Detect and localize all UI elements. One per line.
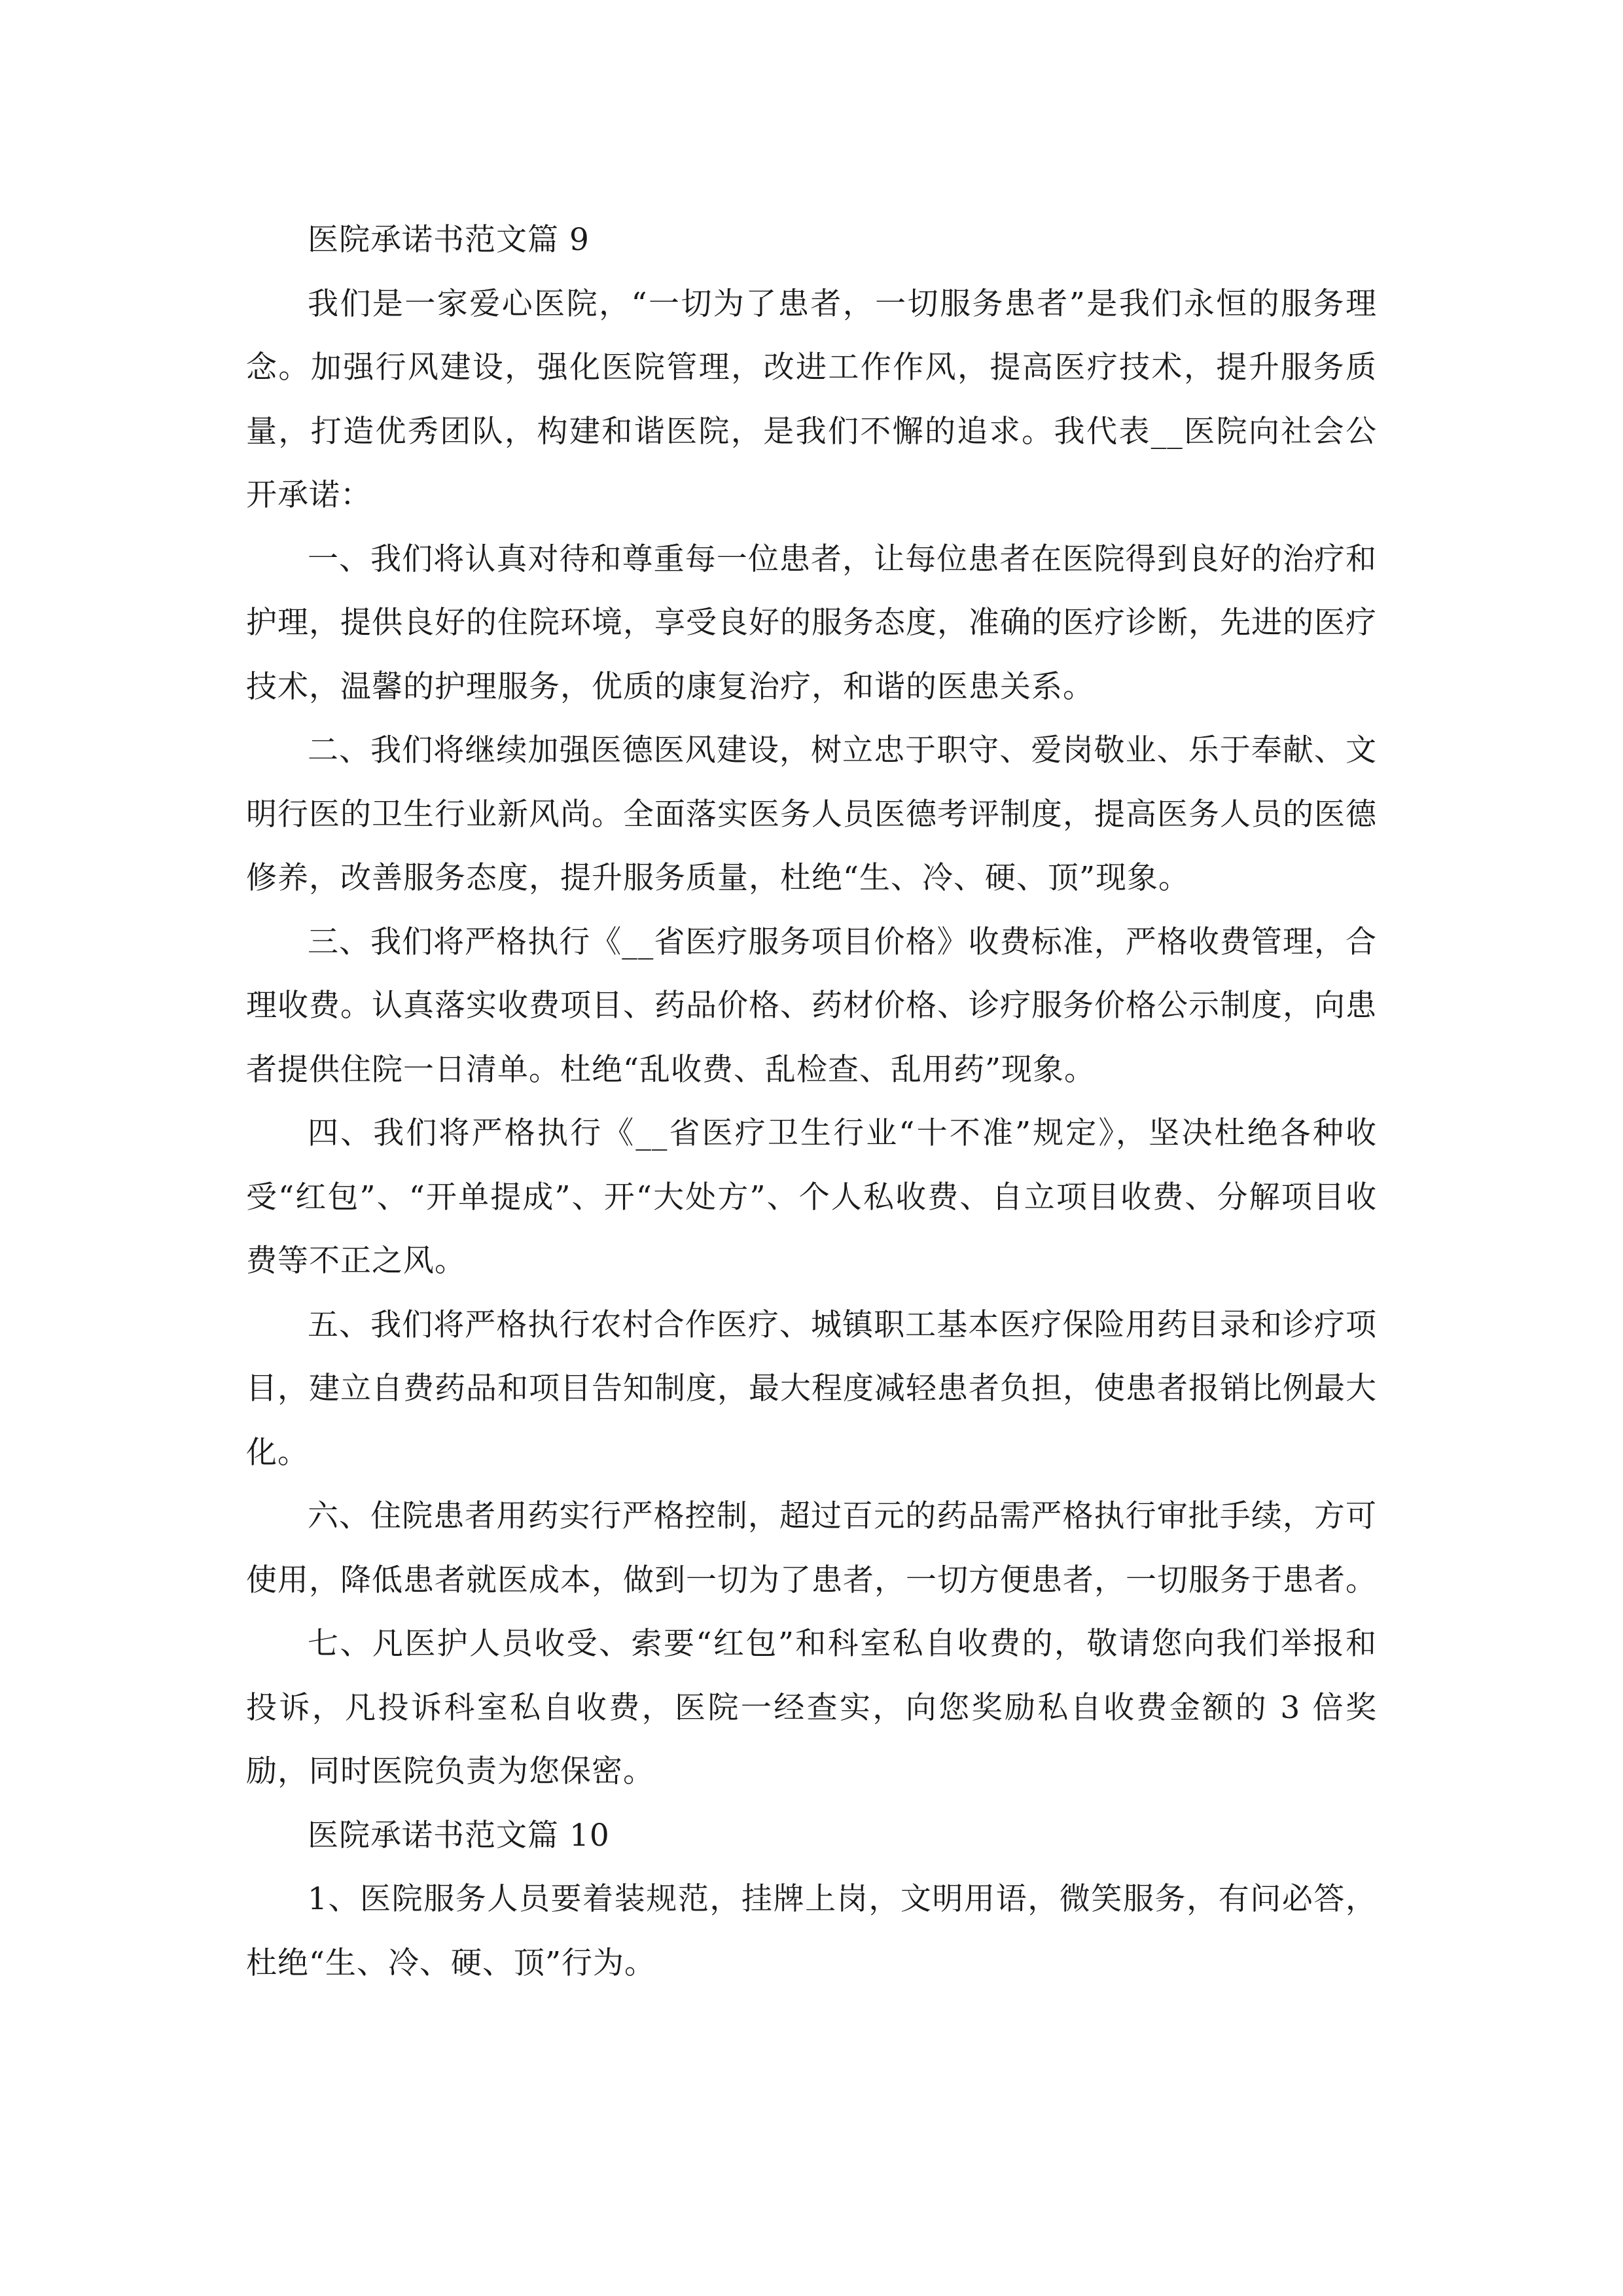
promise-item-3: 三、我们将严格执行《__省医疗服务项目价格》收费标准，严格收费管理，合理收费。认真落实收费项目、药品价格、药材价格、诊疗服务价格公示制度，向患者提供住院一日清单。杜绝“乱收费、乱检查、乱用药”现象。 [246,924,1377,1088]
promise-item-5: 五、我们将严格执行农村合作医疗、城镇职工基本医疗保险用药目录和诊疗项目，建立自费药品和项目告知制度，最大程度减轻患者负担，使患者报销比例最大化。 [246,1306,1377,1471]
document-body [246,208,1377,1995]
section-title: 医院承诺书范文篇 9 [308,222,590,258]
intro-paragraph: 我们是一家爱心医院，“一切为了患者，一切服务患者”是我们永恒的服务理念。加强行风建设，强化医院管理，改进工作作风，提高医疗技术，提升服务质量，打造优秀团队，构建和谐医院，是我们不懈的追求。我代表__医院向社会公开承诺： [246,285,1377,513]
promise-item-1: 一、我们将认真对待和尊重每一位患者，让每位患者在医院得到良好的治疗和护理，提供良好的住院环境，享受良好的服务态度，准确的医疗诊断，先进的医疗技术，温馨的护理服务，优质的康复治疗，和谐的医患关系。 [246,541,1377,705]
section-title: 医院承诺书范文篇 10 [308,1817,610,1854]
promise-item-2: 二、我们将继续加强医德医风建设，树立忠于职守、爱岗敬业、乐于奉献、文明行医的卫生行业新风尚。全面落实医务人员医德考评制度，提高医务人员的医德修养，改善服务态度，提升服务质量，杜绝“生、冷、硬、顶”现象。 [246,732,1377,896]
promise-item-6: 六、住院患者用药实行严格控制，超过百元的药品需严格执行审批手续，方可使用，降低患者就医成本，做到一切为了患者，一切方便患者，一切服务于患者。 [246,1498,1377,1598]
promise-item-7: 七、凡医护人员收受、索要“红包”和科室私自收费的，敬请您向我们举报和投诉，凡投诉科室私自收费，医院一经查实，向您奖励私自收费金额的 3 倍奖励，同时医院负责为您保密。 [246,1626,1377,1789]
rule-item-1: 1、医院服务人员要着装规范，挂牌上岗，文明用语，微笑服务，有问必答，杜绝“生、冷、硬、顶”行为。 [246,1881,1377,1981]
promise-item-4: 四、我们将严格执行《__省医疗卫生行业“十不准”规定》，坚决杜绝各种收受“红包”、“开单提成”、开“大处方”、个人私收费、自立项目收费、分解项目收费等不正之风。 [246,1115,1377,1279]
